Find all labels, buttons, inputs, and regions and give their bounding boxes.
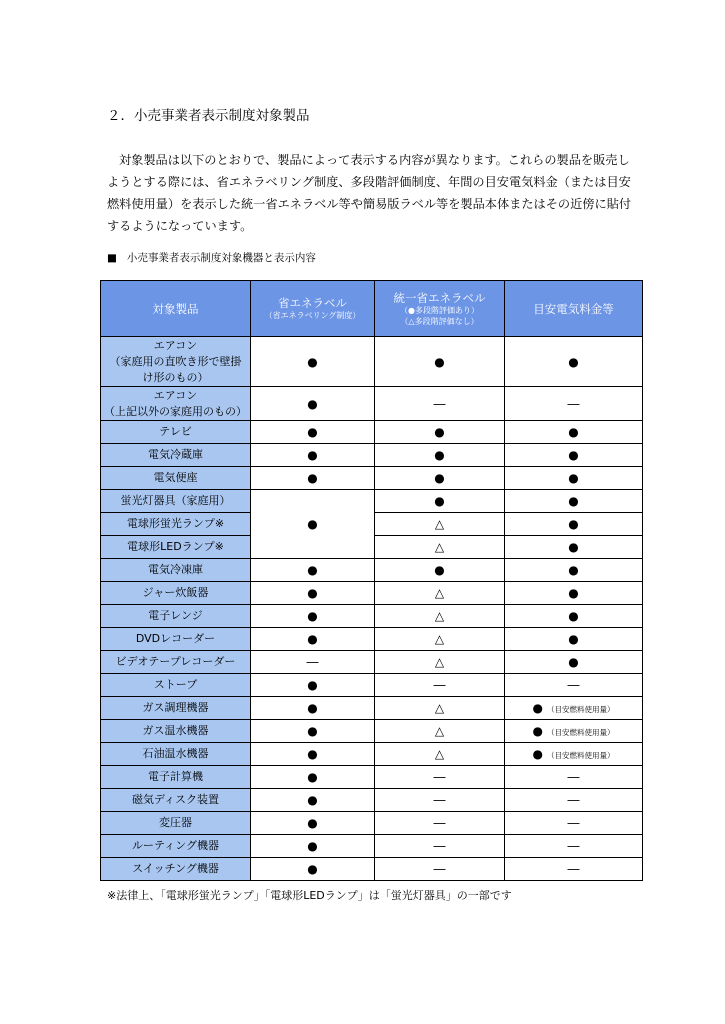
unified-label-value: ― [375, 387, 505, 421]
header-energy-label-sub: （省エネラベリング制度） [264, 311, 361, 320]
fuel-usage-note: （目安燃料使用量） [546, 751, 615, 760]
electricity-cost-value: ― [505, 766, 643, 789]
cost-mark: ● [532, 747, 543, 761]
unified-label-value: ― [375, 835, 505, 858]
table-row [101, 421, 643, 444]
energy-label-value: ● [251, 720, 375, 743]
unified-label-value: ● [375, 559, 505, 582]
product-name: エアコン （家庭用の直吹き形で壁掛 け形のもの） [101, 337, 251, 387]
table-row [101, 467, 643, 490]
product-name: ジャー炊飯器 [101, 582, 251, 605]
table-caption [107, 250, 316, 265]
product-name: 石油温水機器 [101, 743, 251, 766]
footnote: ※法律上、「電球形蛍光ランプ」「電球形LEDランプ」は「蛍光灯器具」の一部です [107, 889, 512, 902]
electricity-cost-value [505, 720, 643, 743]
product-name: 電球形LEDランプ※ [101, 536, 251, 559]
electricity-cost-value [505, 697, 643, 720]
product-name: テレビ [101, 421, 251, 444]
product-name: ビデオテープレコーダー [101, 651, 251, 674]
product-name: DVDレコーダー [101, 628, 251, 651]
fuel-usage-note: （目安燃料使用量） [546, 728, 615, 737]
product-name: 蛍光灯器具（家庭用） [101, 490, 251, 513]
table-row [101, 720, 643, 743]
energy-label-value: ● [251, 559, 375, 582]
table-row [101, 789, 643, 812]
unified-label-value: ― [375, 858, 505, 881]
electricity-cost-value: ● [505, 421, 643, 444]
unified-label-value: ● [375, 421, 505, 444]
header-energy-label-main: 省エネラベル [278, 296, 347, 310]
product-name: 電球形蛍光ランプ※ [101, 513, 251, 536]
product-name: 電子計算機 [101, 766, 251, 789]
product-name: 電気便座 [101, 467, 251, 490]
header-energy-label [251, 281, 375, 337]
energy-label-value: ● [251, 582, 375, 605]
product-name: 変圧器 [101, 812, 251, 835]
unified-label-value: ● [375, 490, 505, 513]
product-name: 電子レンジ [101, 605, 251, 628]
energy-label-value: ● [251, 421, 375, 444]
paragraph-line: 対象製品は以下のとおりで、製品によって表示する内容が異なります。これらの製品を販売し [119, 153, 630, 167]
energy-label-value: ● [251, 674, 375, 697]
header-unified-label-sub1: （●多段階評価あり） [400, 305, 479, 315]
electricity-cost-value: ● [505, 628, 643, 651]
electricity-cost-value: ― [505, 674, 643, 697]
product-name: スイッチング機器 [101, 858, 251, 881]
electricity-cost-value: ● [505, 582, 643, 605]
electricity-cost-value: ― [505, 789, 643, 812]
unified-label-value: △ [375, 628, 505, 651]
unified-label-value: △ [375, 536, 505, 559]
electricity-cost-value [505, 743, 643, 766]
paragraph-line: 燃料使用量）を表示した統一省エネラベル等や簡易版ラベル等を製品本体またはその近傍に貼付 [107, 197, 632, 211]
energy-label-value: ● [251, 628, 375, 651]
product-name: ストーブ [101, 674, 251, 697]
electricity-cost-value: ● [505, 444, 643, 467]
table-row [101, 387, 643, 421]
unified-label-value: ― [375, 789, 505, 812]
product-name: 電気冷蔵庫 [101, 444, 251, 467]
energy-label-value: ● [251, 467, 375, 490]
intro-paragraph [107, 149, 637, 237]
table-row [101, 559, 643, 582]
header-unified-label-sub2: （△多段階評価なし） [400, 316, 479, 326]
table-row [101, 605, 643, 628]
energy-label-value: ● [251, 697, 375, 720]
unified-label-value: △ [375, 513, 505, 536]
energy-label-value: ● [251, 789, 375, 812]
header-unified-label [375, 281, 505, 337]
target-products-table [100, 280, 643, 881]
unified-label-value: ― [375, 766, 505, 789]
table-row [101, 766, 643, 789]
table-row [101, 674, 643, 697]
table-row [101, 628, 643, 651]
product-name: ガス温水機器 [101, 720, 251, 743]
table-row [101, 697, 643, 720]
header-unified-label-main: 統一省エネラベル [393, 290, 486, 305]
electricity-cost-value: ● [505, 513, 643, 536]
product-name: 磁気ディスク装置 [101, 789, 251, 812]
table-row [101, 444, 643, 467]
cost-mark: ● [532, 724, 543, 738]
unified-label-value: △ [375, 697, 505, 720]
paragraph-line: するようになっています。 [107, 219, 253, 233]
energy-label-value: ● [251, 337, 375, 387]
table-row [101, 582, 643, 605]
electricity-cost-value: ● [505, 605, 643, 628]
unified-label-value: △ [375, 605, 505, 628]
table-row [101, 835, 643, 858]
product-name: ルーティング機器 [101, 835, 251, 858]
unified-label-value: ― [375, 812, 505, 835]
table-row [101, 858, 643, 881]
fuel-usage-note: （目安燃料使用量） [546, 705, 615, 714]
table-header-row [101, 281, 643, 337]
energy-label-value: ● [251, 387, 375, 421]
energy-label-value: ● [251, 766, 375, 789]
energy-label-value: ● [251, 605, 375, 628]
paragraph-line: ようとする際には、省エネラベリング制度、多段階評価制度、年間の目安電気料金（または目安 [107, 175, 631, 189]
cost-mark: ● [532, 701, 543, 715]
energy-label-value: ● [251, 835, 375, 858]
unified-label-value: △ [375, 651, 505, 674]
energy-label-value: ● [251, 490, 375, 559]
unified-label-value: △ [375, 720, 505, 743]
energy-label-value: ― [251, 651, 375, 674]
header-electricity-cost: 目安電気料金等 [505, 281, 643, 337]
product-name: 電気冷凍庫 [101, 559, 251, 582]
caption-text: 小売事業者表示制度対象機器と表示内容 [126, 252, 316, 264]
electricity-cost-value: ● [505, 651, 643, 674]
header-product: 対象製品 [101, 281, 251, 337]
table-row [101, 651, 643, 674]
electricity-cost-value: ● [505, 337, 643, 387]
energy-label-value: ● [251, 812, 375, 835]
electricity-cost-value: ― [505, 812, 643, 835]
electricity-cost-value: ● [505, 536, 643, 559]
electricity-cost-value: ● [505, 490, 643, 513]
unified-label-value: △ [375, 582, 505, 605]
table-row [101, 812, 643, 835]
electricity-cost-value: ― [505, 858, 643, 881]
unified-label-value: ● [375, 467, 505, 490]
product-name: エアコン （上記以外の家庭用のもの） [101, 387, 251, 421]
electricity-cost-value: ― [505, 387, 643, 421]
table-row [101, 743, 643, 766]
electricity-cost-value: ● [505, 467, 643, 490]
electricity-cost-value: ● [505, 559, 643, 582]
electricity-cost-value: ― [505, 835, 643, 858]
energy-label-value: ● [251, 444, 375, 467]
table-row [101, 490, 643, 513]
energy-label-value: ● [251, 858, 375, 881]
unified-label-value: ● [375, 444, 505, 467]
product-name: ガス調理機器 [101, 697, 251, 720]
table-row [101, 337, 643, 387]
unified-label-value: ● [375, 337, 505, 387]
unified-label-value: △ [375, 743, 505, 766]
square-bullet-icon: ■ [107, 252, 117, 264]
energy-label-value: ● [251, 743, 375, 766]
unified-label-value: ― [375, 674, 505, 697]
section-heading: ２．小売事業者表示制度対象製品 [107, 108, 310, 124]
